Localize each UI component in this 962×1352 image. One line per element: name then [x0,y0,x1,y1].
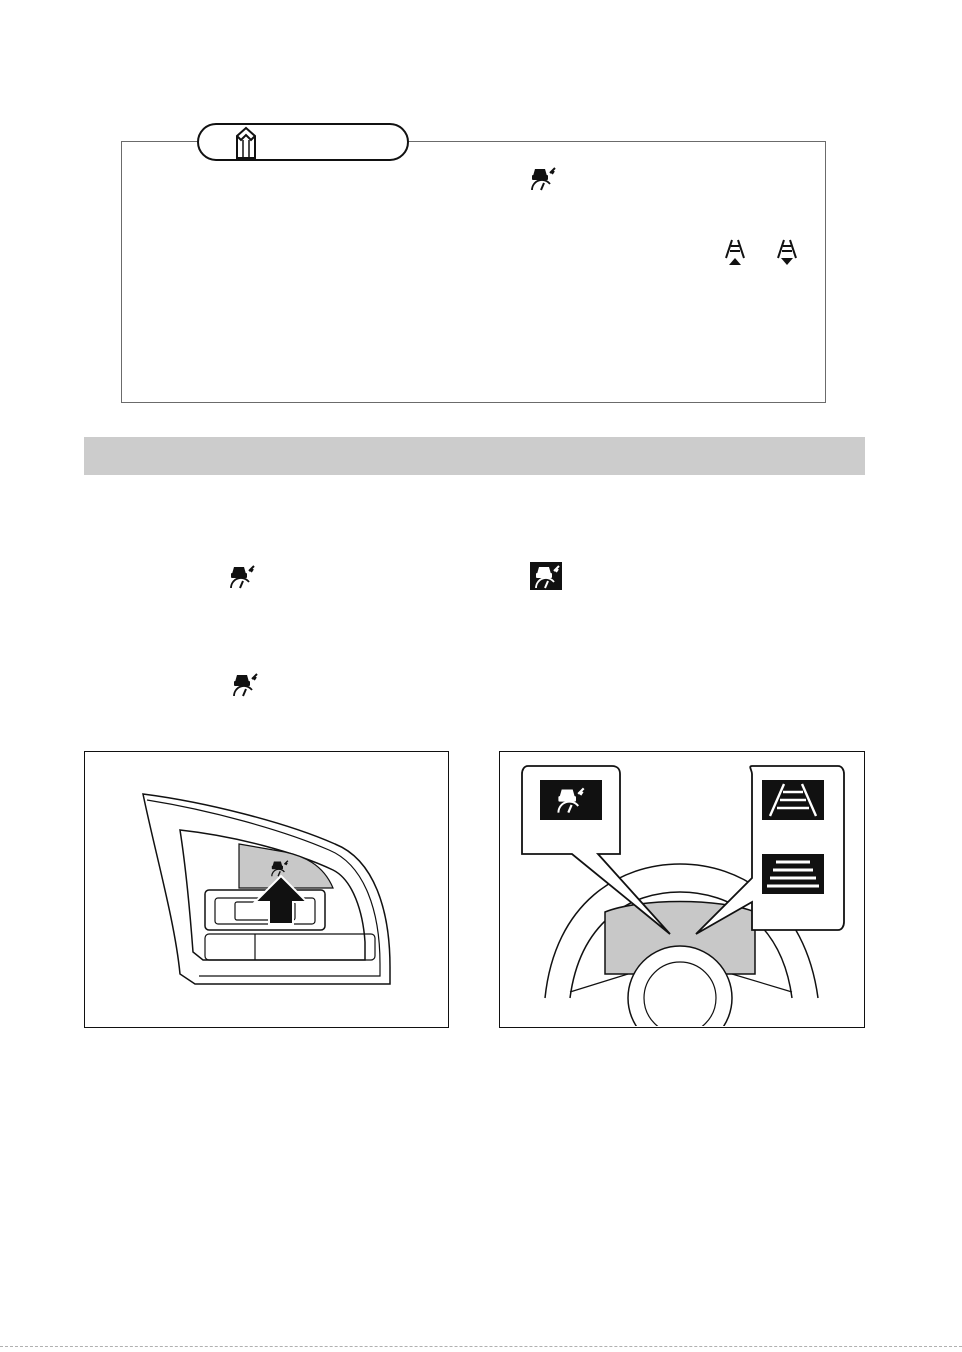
note-tab [197,123,409,161]
lane-keep-assist-icon [528,164,558,192]
steering-switch-figure [84,751,449,1028]
meter-display-illustration [500,752,863,1026]
lane-departure-lower-icon [774,238,800,266]
steering-wheel-switch-illustration [85,752,447,1026]
lane-departure-upper-icon [722,238,748,266]
lane-keep-assist-icon [230,670,260,698]
meter-display-figure [499,751,865,1028]
page-bottom-rule [0,1346,962,1347]
lane-keep-assist-indicator-icon [530,562,562,590]
lane-keep-assist-icon [227,562,257,590]
note-box [121,141,826,403]
section-heading-bar [84,437,865,475]
pencil-icon [231,126,261,160]
lane-lines-icon-bottom [762,854,824,894]
